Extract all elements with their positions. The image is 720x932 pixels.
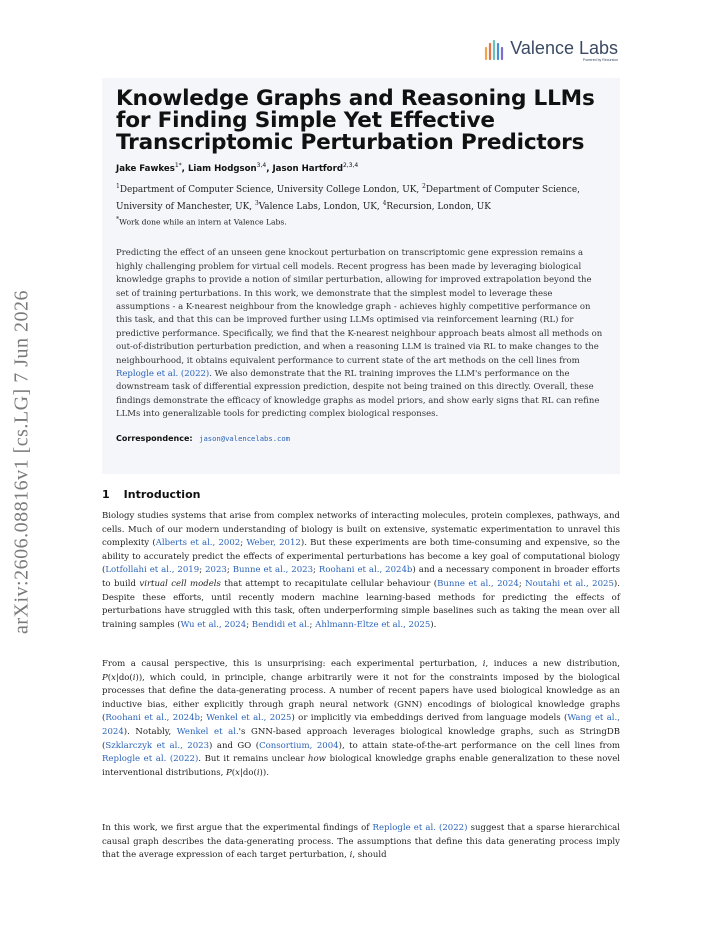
- citation-link[interactable]: Wang et al., 2024: [102, 713, 620, 737]
- citation-link[interactable]: Wu et al., 2024: [180, 619, 247, 630]
- body-text: ;: [309, 619, 316, 630]
- citation-link[interactable]: Replogle et al. (2022): [116, 368, 210, 379]
- section-number: 1: [102, 488, 110, 501]
- citation-link[interactable]: Bunne et al., 2024: [437, 578, 519, 589]
- body-text: biological knowledge graphs enable generalization to these novel interventional distributions,: [102, 754, 620, 778]
- citation-link[interactable]: Ahlmann-Eltze et al., 2025: [315, 619, 431, 630]
- body-text: )).: [259, 767, 269, 778]
- body-text: , should: [352, 850, 387, 861]
- intro-paragraph-2: [102, 658, 620, 780]
- body-text: ;: [246, 619, 252, 630]
- italic-text: i: [132, 672, 136, 683]
- italic-text: P: [226, 767, 232, 778]
- correspondence-label: Correspondence:: [116, 433, 193, 443]
- section-heading: [102, 488, 620, 501]
- body-text: . But it remains unclear: [198, 754, 309, 765]
- author-name: Jake Fawkes: [116, 163, 175, 174]
- italic-text: virtual cell models: [139, 578, 221, 589]
- intro-paragraph-3: [102, 822, 620, 863]
- italic-text: how: [308, 754, 326, 765]
- citation-link[interactable]: Weber, 2012: [246, 538, 301, 549]
- affiliation: Recursion, London, UK: [386, 201, 491, 212]
- citation-link[interactable]: Replogle et al. (2022): [372, 823, 468, 833]
- body-text: that attempt to recapitulate cellular behaviour (: [220, 578, 438, 589]
- citation-link[interactable]: Lotfollahi et al., 2019: [105, 565, 200, 576]
- affiliation: Department of Computer Science, University of Manchester, UK,: [116, 184, 580, 212]
- citation-link[interactable]: Wenkel et al.: [176, 726, 239, 737]
- italic-text: i: [482, 659, 486, 669]
- author-affil-sup: 3,4: [256, 162, 267, 169]
- body-text: In this work, we first argue that the experimental findings of: [102, 823, 373, 833]
- body-text: From a causal perspective, this is unsurprising: each experimental perturbation,: [102, 659, 483, 669]
- citation-link[interactable]: Bendidi et al.: [251, 619, 310, 630]
- citation-link[interactable]: Roohani et al., 2024b: [105, 713, 200, 724]
- valence-labs-logo: [482, 38, 618, 62]
- logo-name: Valence Labs: [510, 38, 618, 58]
- paper-header: [102, 78, 620, 474]
- citation-link[interactable]: Consortium, 2004: [259, 740, 339, 751]
- italic-text: i: [256, 767, 260, 778]
- author-list: Jake Fawkes$^{1*}$, Liam Hodgson$^{3,4}$, Jason Hartford$^{2,3,4}$: [116, 162, 359, 174]
- body-text: ) or implicitly via embeddings derived from language models (: [291, 713, 568, 724]
- correspondence-email-link[interactable]: jason@valencelabs.com: [199, 433, 290, 443]
- intro-paragraph-1: [102, 510, 620, 632]
- italic-text: P: [102, 672, 108, 683]
- valence-logo-icon: [482, 38, 506, 62]
- citation-link[interactable]: Alberts et al., 2002: [155, 538, 241, 549]
- citation-link[interactable]: 2023: [205, 565, 227, 576]
- citation-link[interactable]: Replogle et al. (2022): [102, 754, 199, 765]
- arxiv-stamp-text: arXiv:2606.08816v1 [cs.LG] 7 Jun 2026: [10, 289, 33, 635]
- body-text: (: [107, 672, 112, 683]
- paper-title: Knowledge Graphs and Reasoning LLMs for Finding Simple Yet Effective Transcriptomic Perturbation Predictors: [116, 86, 595, 155]
- body-text: ) and a necessary component in broader efforts to build: [102, 565, 620, 589]
- citation-link[interactable]: Szklarczyk et al., 2023: [105, 740, 210, 751]
- body-text: ), to attain state-of-the-art performance on the cell lines from: [338, 740, 621, 751]
- citation-link[interactable]: Noutahi et al., 2025: [525, 578, 614, 589]
- citation-link[interactable]: Bunne et al., 2023: [232, 565, 314, 576]
- italic-text: x: [235, 767, 240, 778]
- italic-text: x: [111, 672, 116, 683]
- body-text: , induces a new distribution,: [485, 659, 621, 669]
- citation-link[interactable]: Roohani et al., 2024b: [318, 565, 413, 576]
- affiliation: Valence Labs, London, UK,: [258, 201, 380, 212]
- author-affil-sup: 1*: [174, 162, 182, 169]
- body-text: 's GNN-based approach leverages biological knowledge graphs, such as StringDB (: [102, 726, 621, 751]
- italic-text: i: [349, 850, 353, 861]
- author-affil-sup: 2,3,4: [342, 162, 359, 169]
- logo-tagline: Powered by Recursion: [582, 58, 618, 62]
- body-text: ;: [518, 578, 526, 589]
- body-text: (: [231, 767, 236, 778]
- body-text: ;: [240, 538, 247, 549]
- body-text: ;: [199, 565, 206, 576]
- author-name: Jason Hartford: [272, 163, 343, 174]
- body-text: ;: [226, 565, 233, 576]
- section-title: Introduction: [123, 488, 201, 501]
- body-text: ;: [313, 565, 319, 576]
- body-text: ;: [199, 713, 207, 724]
- affiliations: $^1$Department of Computer Science, University College London, UK, $^2$Department of Computer Science, University of Manchester, UK, $^3$Valence Labs, London, UK, $^4$Recursion, London, UK: [116, 182, 580, 212]
- body-text: ).: [430, 619, 437, 630]
- body-text: Biology studies systems that arise from complex networks of interacting molecules, protein complexes, pathways, and cells. Much of our modern understanding of biology is built on extensive, systematic experimentation to unravel this complexity (: [102, 511, 620, 549]
- body-text: ). Notably,: [123, 726, 177, 737]
- body-text: |do(: [239, 767, 257, 778]
- body-text: ). Despite these efforts, until recently modern machine learning-based methods for predicting the effects of perturbations have struggled with this task, often underperforming simple baselines such as taking the mean over all training samples (: [102, 578, 620, 630]
- correspondence: [116, 434, 606, 443]
- body-text: ) and GO (: [209, 740, 260, 751]
- body-text: )), which could, in principle, change arbitrarily were it not for the constraints imposed by the biological processes that define the data-generating process. A number of recent papers have used biological knowledge as an inductive bias, either explicitly through graph neural network (GNN) encodings of biological knowledge graphs (: [102, 672, 620, 724]
- abstract: Predicting the effect of an unseen gene knockout perturbation on transcriptomic gene expression remains a highly challenging problem for virtual cell models. Recent progress has been made by leveraging biological knowledge graphs to provide a notion of similar perturbation, allowing for improved extrapolation beyond the set of training perturbations. In this work, we demonstrate that the simplest model to leverage these assumptions - a K-nearest neighbour from the knowledge graph - achieves highly competitive performance on this task, and that this can be improved further using LLMs optimised via reinforcement learning (RL) for predictive performance. Specifically, we find that the K-nearest neighbour approach beats almost all methods on out-of-distribution perturbation prediction, and when a reasoning LLM is trained via RL to make changes to the neighbourhood, it obtains equivalent performance to current state of the art methods on the cell lines from Replogle et al. (2022). We also demonstrate that the RL training improves the LLM's performance on the downstream task of differential expression prediction, despite not being trained on this directly. Overall, these findings demonstrate the efficacy of knowledge graphs as model priors, and show early signs that RL can refine LLMs into generalizable tools for predicting complex biological responses.: [116, 248, 603, 420]
- intern-note: *Work done while an intern at Valence Labs.: [116, 215, 287, 227]
- author-name: Liam Hodgson: [187, 163, 257, 174]
- body-text: suggest that a sparse hierarchical causal graph describes the data-generating process. The assumptions that define this data generating process imply that the average expression of each target perturbation,: [102, 823, 621, 861]
- arxiv-stamp: [2, 262, 42, 662]
- citation-link[interactable]: Wenkel et al., 2025: [206, 713, 292, 724]
- affiliation: Department of Computer Science, University College London, UK,: [119, 184, 420, 195]
- body-text: ). But these experiments are both time-consuming and expensive, so the ability to accurately predict the effects of experimental perturbations has become a key goal of computational biology (: [102, 538, 620, 576]
- body-text: |do(: [115, 672, 133, 683]
